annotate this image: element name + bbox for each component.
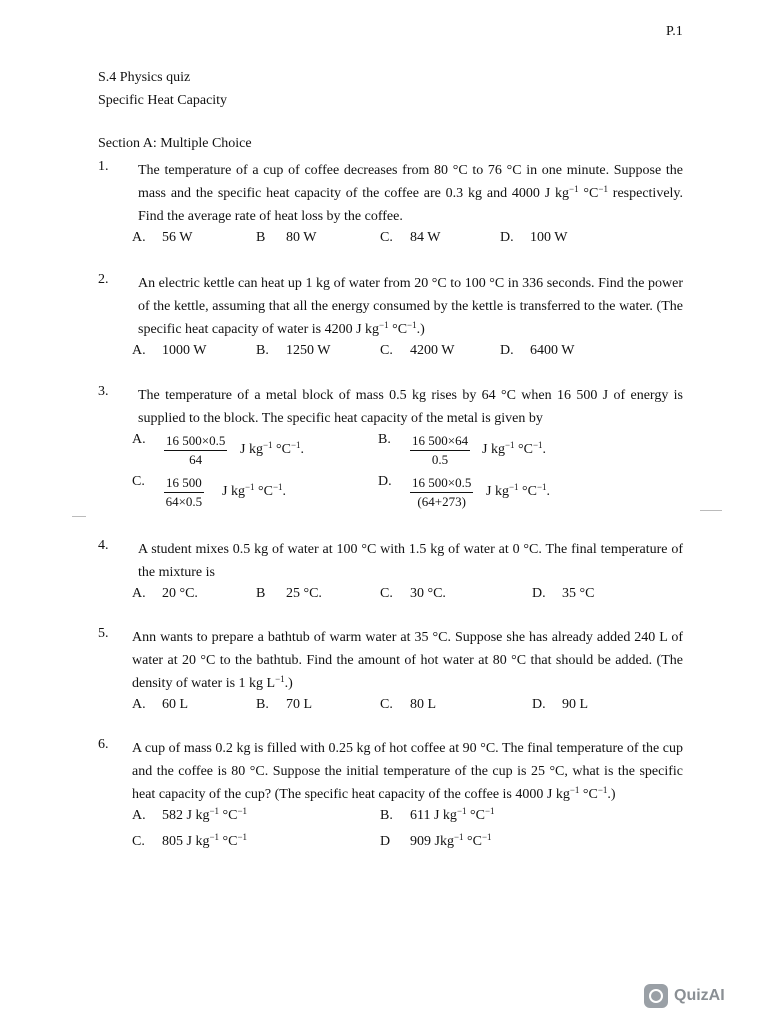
option-text: 20 °C. xyxy=(162,586,198,601)
fraction-denominator: (64+273) xyxy=(417,494,466,509)
option-b[interactable] xyxy=(380,808,495,824)
option-label: B. xyxy=(256,697,269,712)
page-number: P.1 xyxy=(666,24,683,39)
options-row xyxy=(98,834,683,858)
question-stem: A student mixes 0.5 kg of water at 100 °C with 1.5 kg of water at 0 °C. The final temperature of the mixture is xyxy=(138,542,683,580)
options-row xyxy=(98,343,683,369)
option-fraction xyxy=(164,474,204,511)
fraction-numerator: 16 500×0.5 xyxy=(164,432,227,451)
option-text: 56 W xyxy=(162,230,193,245)
question-number: 2. xyxy=(98,272,109,287)
option-text: 611 J $kg^{-1}$ $^\circ C^{-1}$ xyxy=(410,806,495,823)
option-label: D. xyxy=(500,230,514,245)
option-text: 80 L xyxy=(410,697,437,712)
option-text: 60 L xyxy=(162,697,189,712)
option-text: 1250 W xyxy=(286,343,331,358)
option-text: 90 L xyxy=(562,697,589,712)
fraction-numerator: 16 500×64 xyxy=(410,432,470,451)
option-fraction xyxy=(164,432,227,469)
option-label: B. xyxy=(380,808,393,823)
options-row xyxy=(98,586,683,612)
question-6 xyxy=(98,737,683,858)
question-stem: An electric kettle can heat up 1 kg of water from 20 °C to 100 °C in 336 seconds. Find the power of the kettle, assuming that all the energy consumed by the kettle is transferred to the water. (The specific heat capacity of water is 4200 J $kg^{-1}$ $^\circ C^{-1}$.) xyxy=(138,276,683,337)
option-a[interactable] xyxy=(132,230,192,246)
option-unit: J $kg^{-1}$ $^\circ C^{-1}$. xyxy=(240,440,305,457)
quiz-header xyxy=(98,66,227,112)
option-text: 909 Jkg$^{-1}$ $^\circ C^{-1}$ xyxy=(410,832,492,849)
option-label: C. xyxy=(132,834,145,849)
section-title: Section A: Multiple Choice xyxy=(98,136,252,151)
question-stem: A cup of mass 0.2 kg is filled with 0.25 kg of hot coffee at 90 °C. The final temperature of the cup and the coffee is 80 °C. Suppose the initial temperature of the cup is 25 °C, what is the specific heat capacity of the cup? (The specific heat capacity of the coffee is 4000 J $kg^{-1}$ $^\circ C^{-1}$.) xyxy=(132,741,683,802)
option-label: C. xyxy=(132,474,145,489)
question-stem: The temperature of a cup of coffee decreases from 80 °C to 76 °C in one minute. Suppose the mass and the specific heat capacity of the coffee are 0.3 kg and 4000 J $kg^{-1}$ $^\circ C^{-1}$ respectively. Find the average rate of heat loss by the coffee. xyxy=(138,163,684,224)
option-label: B xyxy=(256,230,266,245)
option-unit: J $kg^{-1}$ $^\circ C^{-1}$. xyxy=(482,440,547,457)
question-number: 6. xyxy=(98,737,109,752)
question-1 xyxy=(98,159,683,256)
option-a[interactable] xyxy=(132,697,188,713)
question-number: 4. xyxy=(98,538,109,553)
option-b[interactable] xyxy=(256,697,312,713)
scan-mark-left xyxy=(72,516,86,517)
option-a[interactable] xyxy=(132,343,206,359)
fraction-numerator: 16 500×0.5 xyxy=(410,474,473,493)
option-label: D. xyxy=(532,697,546,712)
option-label: C. xyxy=(380,697,393,712)
options-row xyxy=(98,808,683,832)
option-d[interactable] xyxy=(380,834,492,850)
option-label: D. xyxy=(532,586,546,601)
option-text: 100 W xyxy=(530,230,568,245)
question-5 xyxy=(98,626,683,723)
option-label: B. xyxy=(256,343,269,358)
option-b[interactable] xyxy=(256,343,330,359)
option-c[interactable] xyxy=(380,697,436,713)
option-text: 582 J $kg^{-1}$ $^\circ C^{-1}$ xyxy=(162,806,248,823)
option-text: 84 W xyxy=(410,230,441,245)
question-2 xyxy=(98,272,683,369)
option-label: C. xyxy=(380,230,393,245)
option-label: D. xyxy=(500,343,514,358)
option-label: A. xyxy=(132,230,146,245)
option-text: 80 W xyxy=(286,230,317,245)
options-row xyxy=(98,230,683,256)
option-c[interactable] xyxy=(380,230,440,246)
option-c[interactable] xyxy=(132,834,247,850)
fraction-denominator: 0.5 xyxy=(431,452,449,467)
option-text: 70 L xyxy=(286,697,313,712)
option-text: 30 °C. xyxy=(410,586,446,601)
option-d[interactable] xyxy=(532,586,594,602)
option-text: 805 J $kg^{-1}$ $^\circ C^{-1}$ xyxy=(162,832,248,849)
option-d[interactable] xyxy=(500,230,567,246)
option-text: 6400 W xyxy=(530,343,575,358)
quiz-topic: Specific Heat Capacity xyxy=(98,93,228,108)
option-unit: J $kg^{-1}$ $^\circ C^{-1}$. xyxy=(486,482,551,499)
option-label: A. xyxy=(132,343,146,358)
question-number: 3. xyxy=(98,384,109,399)
option-d[interactable] xyxy=(500,343,574,359)
option-text: 35 °C xyxy=(562,586,595,601)
quizai-watermark xyxy=(644,984,725,1008)
question-stem: The temperature of a metal block of mass 0.5 kg rises by 64 °C when 16 500 J of energy is supplied to the block. The specific heat capacity of the metal is given by xyxy=(138,388,683,426)
scan-mark-right xyxy=(700,510,722,511)
question-3 xyxy=(98,384,683,514)
option-a[interactable] xyxy=(132,586,198,602)
watermark-text: QuizAI xyxy=(674,987,725,1004)
option-c[interactable] xyxy=(380,586,446,602)
option-b[interactable] xyxy=(256,586,322,602)
option-b[interactable] xyxy=(256,230,316,246)
option-text: 25 °C. xyxy=(286,586,322,601)
fraction-numerator: 16 500 xyxy=(164,474,204,493)
option-label: A. xyxy=(132,586,146,601)
option-label: D xyxy=(380,834,391,849)
option-label: A. xyxy=(132,808,146,823)
question-stem: Ann wants to prepare a bathtub of warm water at 35 °C. Suppose she has already added 240 L of water at 20 °C to the bathtub. Find the amount of hot water at 80 °C that should be added. (The density of water is 1 kg $L^{-1}$.) xyxy=(132,630,683,691)
fraction-denominator: 64×0.5 xyxy=(165,494,203,509)
option-label: A. xyxy=(132,697,146,712)
option-label: B xyxy=(256,586,266,601)
question-4 xyxy=(98,538,683,612)
option-c[interactable] xyxy=(380,343,454,359)
option-d[interactable] xyxy=(532,697,588,713)
option-fraction xyxy=(410,474,473,511)
option-text: 1000 W xyxy=(162,343,207,358)
options-row xyxy=(98,697,683,723)
option-label: B. xyxy=(378,432,391,447)
quizai-logo-icon xyxy=(644,984,668,1008)
option-label: C. xyxy=(380,343,393,358)
option-fraction xyxy=(410,432,470,469)
fraction-denominator: 64 xyxy=(189,452,203,467)
option-a[interactable] xyxy=(132,808,247,824)
option-text: 4200 W xyxy=(410,343,455,358)
question-number: 1. xyxy=(98,159,109,174)
question-number: 5. xyxy=(98,626,109,641)
option-label: A. xyxy=(132,432,146,447)
option-label: D. xyxy=(378,474,392,489)
option-unit: J $kg^{-1}$ $^\circ C^{-1}$. xyxy=(222,482,287,499)
quiz-title: S.4 Physics quiz xyxy=(98,70,191,85)
option-label: C. xyxy=(380,586,393,601)
